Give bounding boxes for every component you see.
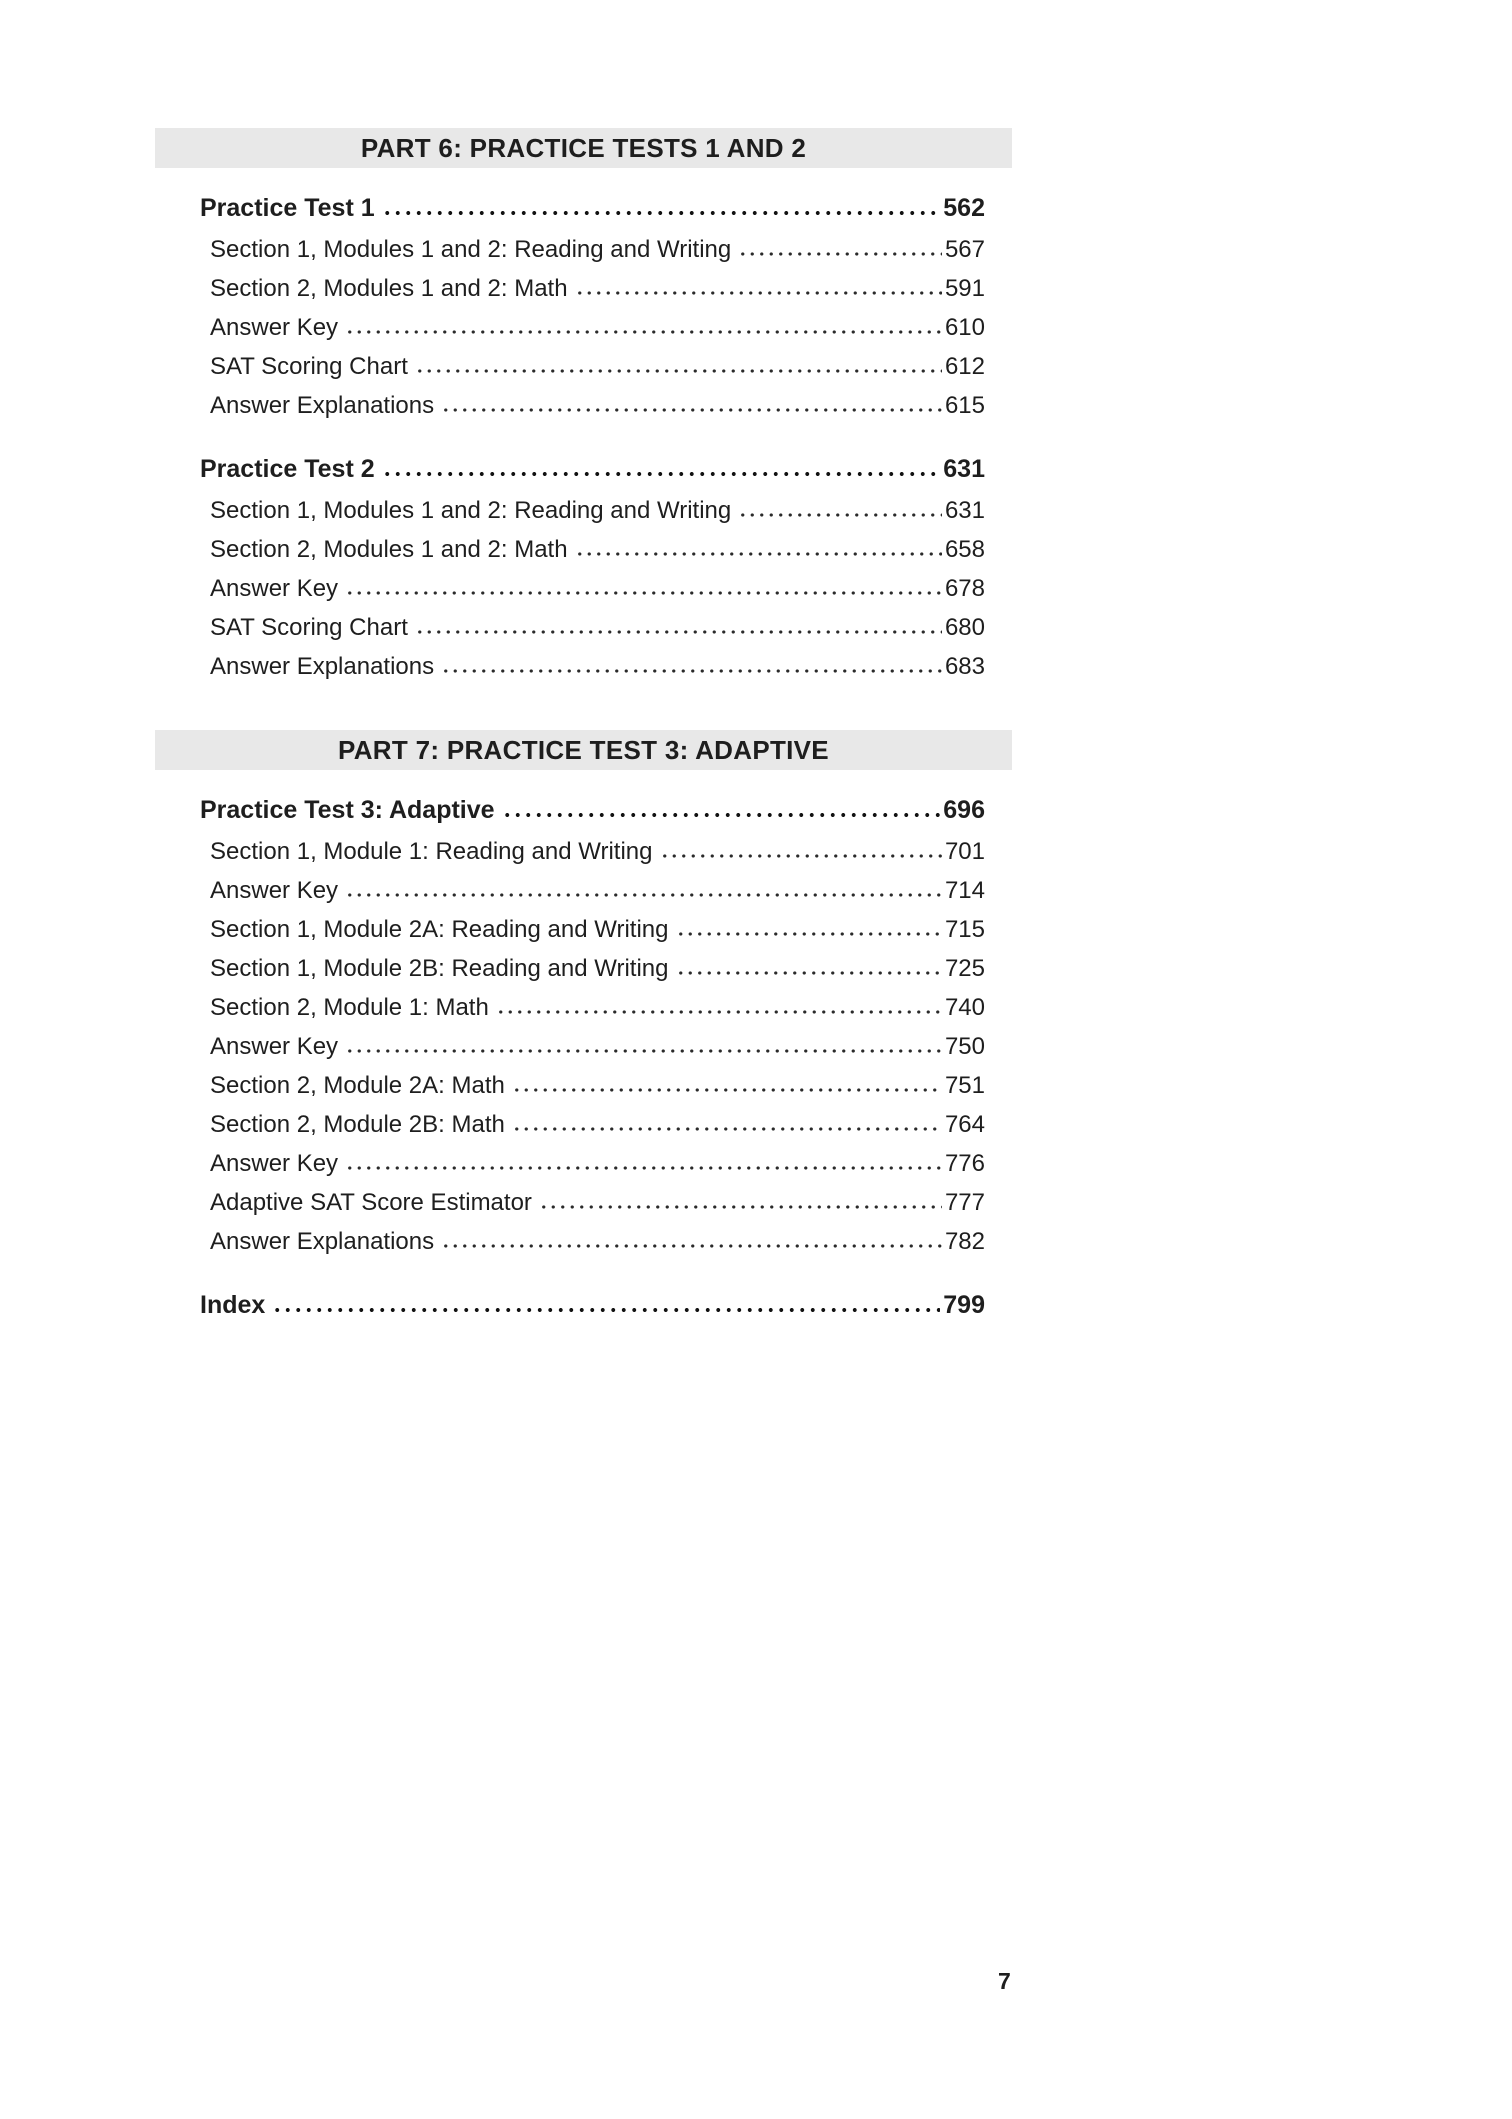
toc-entry-page: 751 [944, 1071, 985, 1099]
part-6-header-text: PART 6: PRACTICE TESTS 1 AND 2 [360, 132, 807, 163]
toc-entry-page: 680 [944, 613, 985, 641]
practice-test-1-group [155, 186, 1012, 425]
toc-entry-title: Practice Test 1 [200, 194, 375, 222]
toc-entry-index [200, 1283, 985, 1327]
toc-entry-title: Answer Key [210, 876, 339, 904]
toc-entry-title: Section 2, Modules 1 and 2: Math [210, 535, 568, 563]
toc-entry-practice-test-1 [200, 186, 985, 230]
toc-entry [210, 347, 985, 386]
toc-entry [210, 1144, 985, 1183]
toc-entry [210, 1183, 985, 1222]
toc-entry-title: Section 1, Modules 1 and 2: Reading and Writing [210, 496, 732, 524]
toc-entry-title: Section 2, Modules 1 and 2: Math [210, 274, 568, 302]
toc-entry [210, 647, 985, 686]
toc-entry [210, 1105, 985, 1144]
toc-entry [210, 308, 985, 347]
toc-entry-page: 678 [944, 574, 985, 602]
toc-entry-title: Answer Key [210, 1032, 339, 1060]
toc-entry-page: 776 [944, 1149, 985, 1177]
toc-entry [210, 1066, 985, 1105]
toc-entry [210, 269, 985, 308]
toc-entry [210, 1222, 985, 1261]
toc-entry-page: 658 [944, 535, 985, 563]
toc-entry-page: 612 [944, 352, 985, 380]
toc-entry-page: 714 [944, 876, 985, 904]
toc-entry-page: 715 [944, 915, 985, 943]
toc-entry-page: 683 [944, 652, 985, 680]
toc-entry-title: Index [200, 1291, 266, 1319]
toc-entry-title: Answer Explanations [210, 391, 435, 419]
toc-entry-page: 631 [944, 496, 985, 524]
toc-entry-title: Answer Key [210, 574, 339, 602]
toc-content [155, 128, 1012, 1327]
toc-entry [210, 491, 985, 530]
toc-entry-page: 777 [944, 1188, 985, 1216]
toc-entry-page: 591 [944, 274, 985, 302]
toc-entry-page: 750 [944, 1032, 985, 1060]
toc-entry-title: Answer Key [210, 1149, 339, 1177]
toc-entry-title: Section 1, Module 2B: Reading and Writing [210, 954, 669, 982]
toc-entry [210, 949, 985, 988]
toc-entry [210, 871, 985, 910]
toc-entry-practice-test-3 [200, 788, 985, 832]
toc-entry-page: 725 [944, 954, 985, 982]
toc-entry [210, 910, 985, 949]
toc-entry [210, 1027, 985, 1066]
toc-entry-title: Section 2, Module 2A: Math [210, 1071, 505, 1099]
toc-entry [210, 230, 985, 269]
toc-entry-page: 701 [944, 837, 985, 865]
toc-entry-title: Answer Explanations [210, 1227, 435, 1255]
toc-entry-page: 631 [943, 455, 985, 483]
toc-entry-title: Answer Explanations [210, 652, 435, 680]
toc-entry-page: 615 [944, 391, 985, 419]
toc-entry-title: SAT Scoring Chart [210, 613, 408, 641]
practice-test-3-group [155, 788, 1012, 1261]
page-number: 7 [998, 1968, 1011, 1994]
toc-entry-title: Section 2, Module 2B: Math [210, 1110, 505, 1138]
toc-entry-title: Practice Test 2 [200, 455, 375, 483]
toc-entry [210, 530, 985, 569]
toc-entry [210, 832, 985, 871]
toc-entry [210, 386, 985, 425]
toc-entry-page: 562 [943, 194, 985, 222]
toc-entry-page: 764 [944, 1110, 985, 1138]
toc-entry-title: Adaptive SAT Score Estimator [210, 1188, 532, 1216]
toc-entry-page: 610 [944, 313, 985, 341]
toc-entry [210, 988, 985, 1027]
part-6-header [155, 128, 1012, 168]
toc-entry-practice-test-2 [200, 447, 985, 491]
toc-entry-title: Section 1, Modules 1 and 2: Reading and Writing [210, 235, 732, 263]
toc-entry-page: 740 [944, 993, 985, 1021]
toc-entry-title: Answer Key [210, 313, 339, 341]
toc-entry-title: Section 2, Module 1: Math [210, 993, 489, 1021]
toc-entry-page: 696 [943, 796, 985, 824]
part-7-header [155, 730, 1012, 770]
toc-entry-title: Section 1, Module 1: Reading and Writing [210, 837, 653, 865]
toc-entry [210, 569, 985, 608]
toc-entry-title: SAT Scoring Chart [210, 352, 408, 380]
toc-entry-page: 782 [944, 1227, 985, 1255]
toc-entry-page: 567 [944, 235, 985, 263]
toc-entry [210, 608, 985, 647]
practice-test-2-group [155, 447, 1012, 686]
part-7-header-text: PART 7: PRACTICE TEST 3: ADAPTIVE [338, 734, 829, 765]
toc-entry-title: Section 1, Module 2A: Reading and Writing [210, 915, 669, 943]
toc-entry-page: 799 [943, 1291, 985, 1319]
toc-entry-title: Practice Test 3: Adaptive [200, 796, 495, 824]
